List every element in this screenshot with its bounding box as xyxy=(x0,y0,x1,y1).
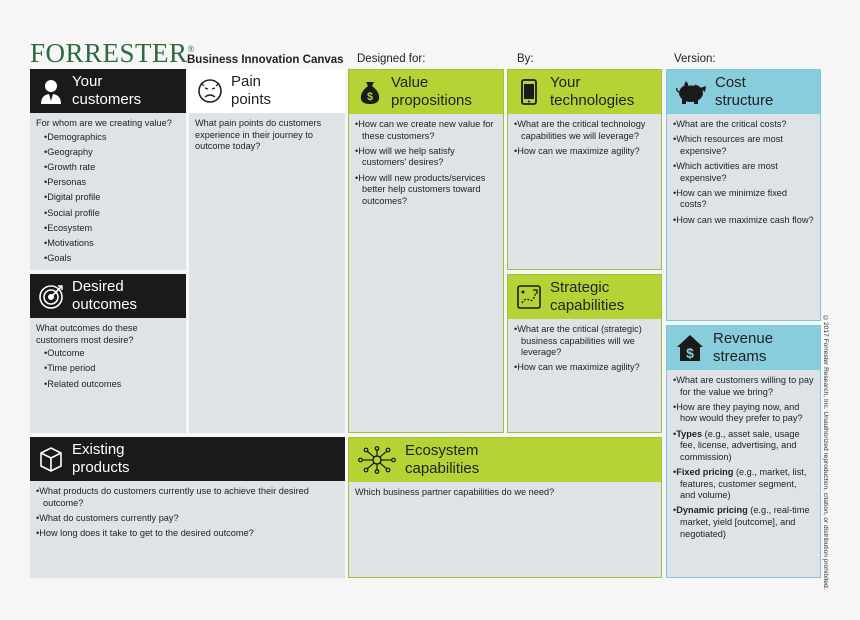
dynamic-pricing-label: Dynamic pricing xyxy=(676,505,748,516)
your-customers-title-line1: Your xyxy=(72,73,103,90)
cost-structure-title-line1: Cost xyxy=(715,74,746,91)
pain-points-text: What pain points do customers experience in their journey to outcome today? xyxy=(195,118,322,152)
strategic-capabilities-title-line2: capabilities xyxy=(550,297,625,314)
list-item: • How long does it take to get to the desired outcome? xyxy=(36,528,339,540)
your-customers-list xyxy=(36,132,180,265)
canvas-title: Business Innovation Canvas xyxy=(187,54,344,66)
pain-points-header xyxy=(189,69,345,113)
version-label: Version: xyxy=(674,53,716,65)
value-propositions-header xyxy=(349,70,503,114)
revenue-streams-block xyxy=(666,325,821,578)
network-icon xyxy=(355,443,399,477)
fixed-pricing-label: Fixed pricing xyxy=(676,466,734,477)
existing-products-header xyxy=(30,437,345,481)
strategic-capabilities-title-line1: Strategic xyxy=(550,279,610,296)
designed-for-label: Designed for: xyxy=(357,53,426,65)
your-technologies-title-line1: Your xyxy=(550,74,581,91)
strategy-map-icon xyxy=(514,280,544,314)
list-item xyxy=(673,505,814,540)
revenue-streams-title-line1: Revenue xyxy=(713,330,774,347)
desired-outcomes-title-line1: Desired xyxy=(72,278,124,295)
cost-structure-header xyxy=(667,70,820,114)
types-text: (e.g., asset sale, usage fee, license, advertising, and commission) xyxy=(680,428,800,462)
list-item: • What are customers willing to pay for the value we bring? xyxy=(673,375,814,398)
list-item: • What products do customers currently use to achieve their desired outcome? xyxy=(36,486,339,509)
types-label: Types xyxy=(676,428,703,439)
your-customers-header xyxy=(30,69,186,113)
your-customers-block xyxy=(30,69,186,270)
target-icon xyxy=(36,279,66,313)
desired-outcomes-header xyxy=(30,274,186,318)
value-propositions-title-line1: Value xyxy=(391,74,429,91)
list-item: • How can we maximize agility? xyxy=(514,146,655,158)
list-item: • Outcome xyxy=(36,348,180,360)
fixed-pricing-text: (e.g., market, list, features, customer segment, and volume) xyxy=(680,466,807,501)
strategic-capabilities-block xyxy=(507,274,662,433)
list-item: • How will we help satisfy customers' desires? xyxy=(355,146,497,169)
customer-person-icon xyxy=(36,74,66,108)
list-item: • Demographics xyxy=(36,132,180,144)
list-item: • How are they paying now, and how would they prefer to pay? xyxy=(673,402,814,425)
svg-text:$: $ xyxy=(366,91,374,103)
copyright-notice: ©2017 Forrester Research, Inc. Unauthorized reproduction, citation, or distribution prohibited. xyxy=(822,315,829,590)
ecosystem-capabilities-text: Which business partner capabilities do we need? xyxy=(355,487,555,497)
pain-points-title-line1: Pain xyxy=(231,73,262,90)
pain-points-title-line2: points xyxy=(231,91,272,108)
list-item: • What are the critical technology capabilities we will leverage? xyxy=(514,119,655,142)
revenue-streams-list xyxy=(673,375,814,540)
by-label: By: xyxy=(517,53,534,65)
value-propositions-list xyxy=(355,119,497,207)
list-item: • What do customers currently pay? xyxy=(36,513,339,525)
list-item: • Social profile xyxy=(36,208,180,220)
desired-outcomes-intro: What outcomes do these customers most desire? xyxy=(36,323,138,345)
house-dollar-icon xyxy=(673,331,707,365)
ecosystem-capabilities-title-line1: Ecosystem xyxy=(405,442,479,459)
your-customers-title-line2: customers xyxy=(72,91,142,108)
existing-products-block xyxy=(30,437,345,578)
pain-points-block xyxy=(189,69,345,433)
your-technologies-list xyxy=(514,119,655,157)
ecosystem-capabilities-header xyxy=(349,438,661,482)
piggy-bank-icon xyxy=(673,75,709,109)
desired-outcomes-title-line2: outcomes xyxy=(72,296,138,313)
list-item: • Digital profile xyxy=(36,192,180,204)
existing-products-title-line2: products xyxy=(72,459,130,476)
list-item: • Geography xyxy=(36,147,180,159)
strategic-capabilities-list xyxy=(514,324,655,374)
ecosystem-capabilities-block xyxy=(348,437,662,578)
list-item: • What are the critical (strategic) business capabilities will we leverage? xyxy=(514,324,655,359)
revenue-streams-header xyxy=(667,326,820,370)
list-item: • How can we create new value for these customers? xyxy=(355,119,497,142)
frustrated-face-icon xyxy=(195,74,225,108)
box-icon xyxy=(36,442,66,476)
list-item: • Motivations xyxy=(36,238,180,250)
list-item: • Related outcomes xyxy=(36,379,180,391)
list-item: • How can we maximize agility? xyxy=(514,362,655,374)
list-item: • How can we maximize cash flow? xyxy=(673,215,814,227)
list-item: • Which resources are most expensive? xyxy=(673,134,814,157)
list-item xyxy=(673,429,814,464)
list-item: • What are the critical costs? xyxy=(673,119,814,131)
ecosystem-capabilities-title-line2: capabilities xyxy=(405,460,480,477)
revenue-streams-title-line2: streams xyxy=(713,348,767,365)
svg-text:$: $ xyxy=(686,345,694,361)
your-technologies-title-line2: technologies xyxy=(550,92,635,109)
smartphone-icon xyxy=(514,75,544,109)
forrester-logo: FORRESTER® xyxy=(30,38,195,68)
list-item: • Goals xyxy=(36,253,180,265)
list-item: • How will new products/services better help customers toward outcomes? xyxy=(355,173,497,208)
your-technologies-header xyxy=(508,70,661,114)
list-item: • How can we minimize fixed costs? xyxy=(673,188,814,211)
list-item: • Growth rate xyxy=(36,162,180,174)
list-item: • Time period xyxy=(36,363,180,375)
your-customers-intro: For whom are we creating value? xyxy=(36,118,172,128)
existing-products-list xyxy=(36,486,339,540)
list-item: • Ecosystem xyxy=(36,223,180,235)
list-item: • Personas xyxy=(36,177,180,189)
list-item: • Which activities are most expensive? xyxy=(673,161,814,184)
desired-outcomes-list xyxy=(36,348,180,390)
value-propositions-title-line2: propositions xyxy=(391,92,472,109)
existing-products-title-line1: Existing xyxy=(72,441,125,458)
cost-structure-block xyxy=(666,69,821,321)
cost-structure-title-line2: structure xyxy=(715,92,774,109)
list-item xyxy=(673,467,814,502)
dynamic-pricing-text: (e.g., real-time market, yield [outcome], and negotiated) xyxy=(680,505,810,539)
desired-outcomes-block xyxy=(30,274,186,433)
cost-structure-list xyxy=(673,119,814,226)
value-propositions-block xyxy=(348,69,504,433)
strategic-capabilities-header xyxy=(508,275,661,319)
money-bag-icon xyxy=(355,75,385,109)
your-technologies-block xyxy=(507,69,662,270)
